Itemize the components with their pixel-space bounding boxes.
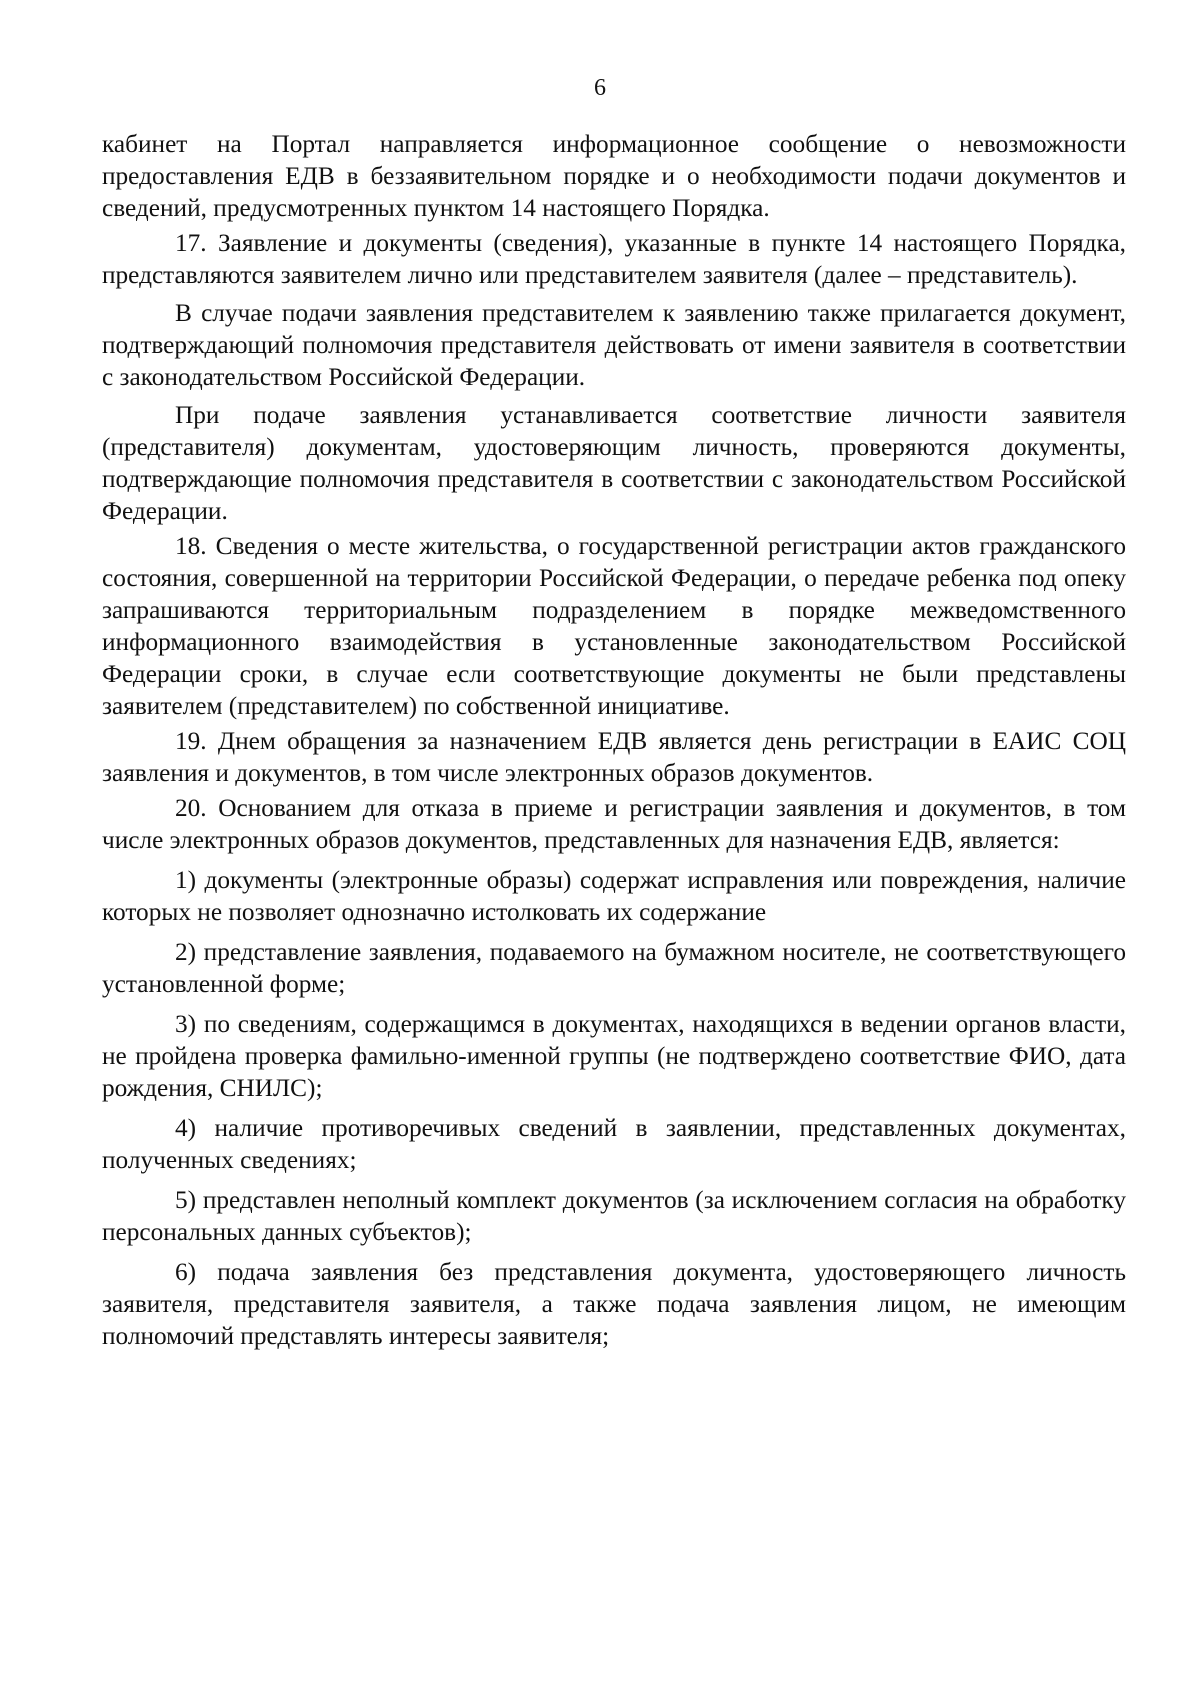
list-item-4: 4) наличие противоречивых сведений в заявлении, представленных документах, полученных сведениях;	[102, 1114, 1126, 1174]
paragraph-clause-20: 20. Основанием для отказа в приеме и регистрации заявления и документов, в том числе электронных образов документов, представленных для назначения ЕДВ, является:	[102, 794, 1126, 854]
paragraph-clause-19: 19. Днем обращения за назначением ЕДВ является день регистрации в ЕАИС СОЦ заявления и документов, в том числе электронных образов документов.	[102, 727, 1126, 787]
list-item-5: 5) представлен неполный комплект документов (за исключением согласия на обработку персональных данных субъектов);	[102, 1186, 1126, 1246]
paragraph-clause-17: 17. Заявление и документы (сведения), указанные в пункте 14 настоящего Порядка, представляются заявителем лично или представителем заявителя (далее – представитель).	[102, 229, 1126, 289]
list-item-3: 3) по сведениям, содержащимся в документах, находящихся в ведении органов власти, не пройдена проверка фамильно-именной группы (не подтверждено соответствие ФИО, дата рождения, СНИЛС);	[102, 1010, 1126, 1102]
page-number: 6	[594, 75, 606, 101]
list-item-6: 6) подача заявления без представления документа, удостоверяющего личность заявителя, представителя заявителя, а также подача заявления лицом, не имеющим полномочий представлять интересы заявителя;	[102, 1258, 1126, 1350]
paragraph-identity-check: При подаче заявления устанавливается соответствие личности заявителя (представителя) документам, удостоверяющим личность, проверяются документы, подтверждающие полномочия представителя в соответствии с законодательством Российской Федерации.	[102, 401, 1126, 525]
document-body	[102, 128, 1126, 1352]
paragraph-representative-document: В случае подачи заявления представителем к заявлению также прилагается документ, подтверждающий полномочия представителя действовать от имени заявителя в соответствии с законодательством Российской Федерации.	[102, 299, 1126, 391]
list-item-1: 1) документы (электронные образы) содержат исправления или повреждения, наличие которых не позволяет однозначно истолковать их содержание	[102, 866, 1126, 926]
paragraph-clause-18: 18. Сведения о месте жительства, о государственной регистрации актов гражданского состояния, совершенной на территории Российской Федерации, о передаче ребенка под опеку запрашиваются территориальным подразделением в порядке межведомственного информационного взаимодействия в установленные законодательством Российской Федерации сроки, в случае если соответствующие документы не были представлены заявителем (представителем) по собственной инициативе.	[102, 532, 1126, 720]
list-item-2: 2) представление заявления, подаваемого на бумажном носителе, не соответствующего установленной форме;	[102, 938, 1126, 998]
paragraph-continuation: кабинет на Портал направляется информационное сообщение о невозможности предоставления ЕДВ в беззаявительном порядке и о необходимости подачи документов и сведений, предусмотренных пунктом 14 настоящего Порядка.	[102, 130, 1126, 222]
